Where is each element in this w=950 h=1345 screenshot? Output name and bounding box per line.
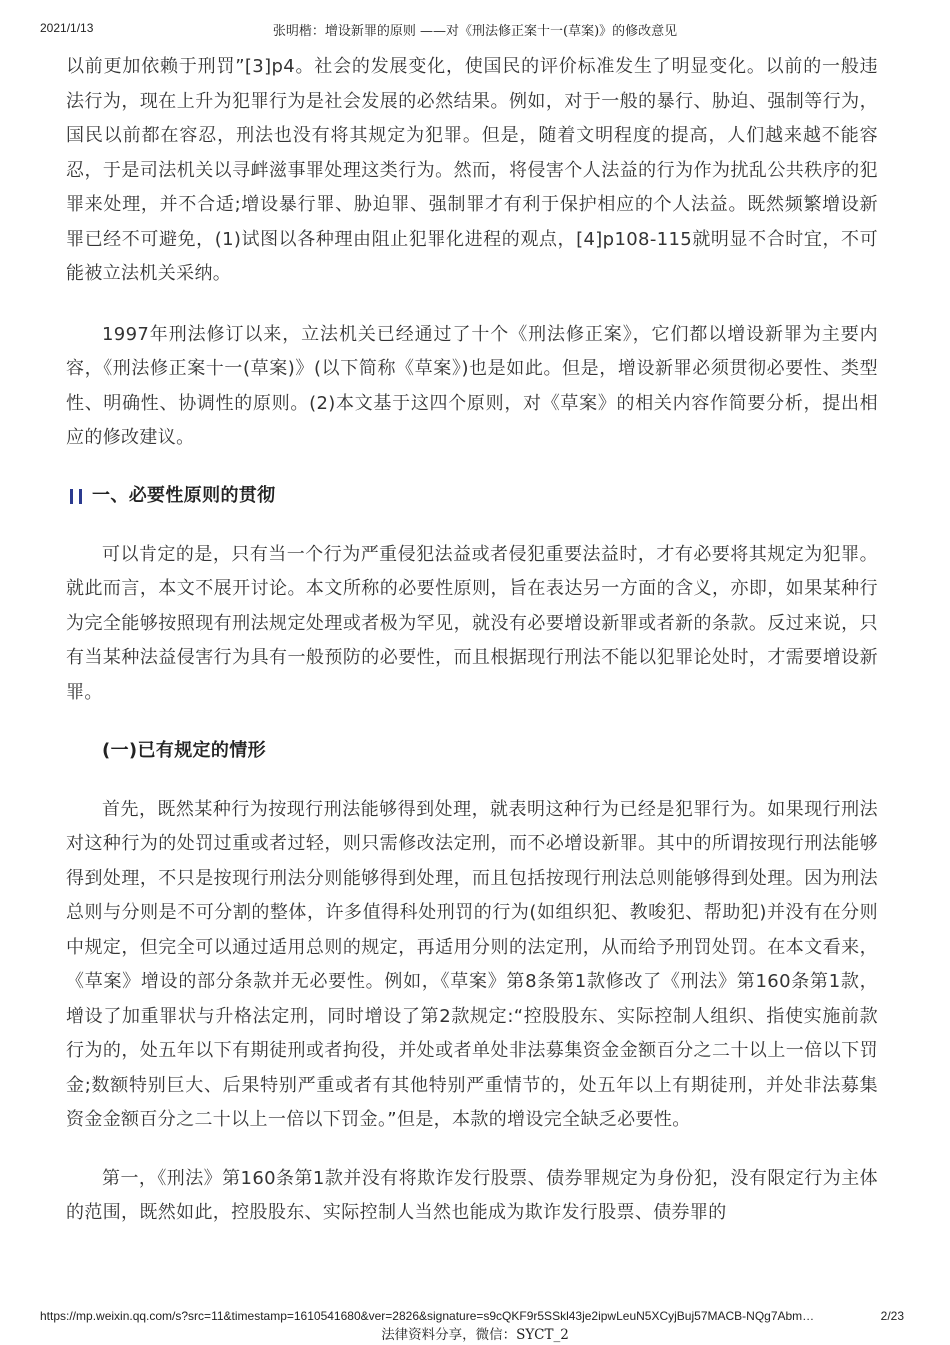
section-heading-text: 一、必要性原则的贯彻 [92, 485, 276, 507]
article-body [66, 50, 878, 1231]
document-title: 张明楷：增设新罪的原则 ——对《刑法修正案十一(草案)》的修改意见 [272, 24, 678, 39]
share-watermark: 法律资料分享，微信：SYCT_2 [381, 1327, 569, 1343]
paragraph-5: 第一，《刑法》第160条第1款并没有将欺诈发行股票、债券罪规定为身份犯，没有限定行为主体的范围，既然如此，控股股东、实际控制人当然也能成为欺诈发行股票、债券罪的 [66, 1167, 878, 1223]
paragraph-1: 以前更加依赖于刑罚”[3]p4。社会的发展变化，使国民的评价标准发生了明显变化。以前的一般违法行为，现在上升为犯罪行为是社会发展的必然结果。例如，对于一般的暴行、胁迫、强制等行为，国民以前都在容忍，刑法也没有将其规定为犯罪。但是，随着文明程度的提高，人们越来越不能容忍，于是司法机关以寻衅滋事罪处理这类行为。然而，将侵害个人法益的行为作为扰乱公共秩序的犯罪来处理，并不合适;增设暴行罪、胁迫罪、强制罪才有利于保护相应的个人法益。既然频繁增设新罪已经不可避免，(1)试图以各种理由阻止犯罪化进程的观点，[4]p108-115就明显不合时宜，不可能被立法机关采纳。 [66, 56, 878, 284]
paragraph-2: 1997年刑法修订以来，立法机关已经通过了十个《刑法修正案》，它们都以增设新罪为主要内容，《刑法修正案十一(草案)》(以下简称《草案》)也是如此。但是，增设新罪必须贯彻必要性、类型性、明确性、协调性的原则。(2)本文基于这四个原则，对《草案》的相关内容作简要分析，提出相应的修改建议。 [66, 323, 878, 448]
section-heading-necessity [66, 480, 878, 514]
page-number: 2/23 [880, 1309, 904, 1323]
subheading-existing-provisions: (一)已有规定的情形 [102, 740, 266, 761]
heading-bar-icon [70, 489, 82, 504]
print-footer [0, 1305, 950, 1345]
source-url[interactable]: https://mp.weixin.qq.com/s?src=11&timestamp=1610541680&ver=2826&signature=s9cQKF9r5SSkl43je2ipwLeuN5XCyjBuj57MACB-NQg7Abm… [40, 1309, 815, 1323]
paragraph-3: 可以肯定的是，只有当一个行为严重侵犯法益或者侵犯重要法益时，才有必要将其规定为犯罪。就此而言，本文不展开讨论。本文所称的必要性原则，旨在表达另一方面的含义，亦即，如果某种行为完全能够按照现有刑法规定处理或者极为罕见，就没有必要增设新罪或者新的条款。反过来说，只有当某种法益侵害行为具有一般预防的必要性，而且根据现行刑法不能以犯罪论处时，才需要增设新罪。 [66, 543, 878, 703]
print-date: 2021/1/13 [40, 21, 94, 35]
print-header [0, 0, 950, 40]
paragraph-4: 首先，既然某种行为按现行刑法能够得到处理，就表明这种行为已经是犯罪行为。如果现行刑法对这种行为的处罚过重或者过轻，则只需修改法定刑，而不必增设新罪。其中的所谓按现行刑法能够得到处理，不只是按现行刑法分则能够得到处理，而且包括按现行刑法总则能够得到处理。因为刑法总则与分则是不可分割的整体，许多值得科处刑罚的行为(如组织犯、教唆犯、帮助犯)并没有在分则中规定，但完全可以通过适用总则的规定，再适用分则的法定刑，从而给予刑罚处罚。在本文看来，《草案》增设的部分条款并无必要性。例如，《草案》第8条第1款修改了《刑法》第160条第1款，增设了加重罪状与升格法定刑，同时增设了第2款规定:“控股股东、实际控制人组织、指使实施前款行为的，处五年以下有期徒刑或者拘役，并处或者单处非法募集资金金额百分之二十以上一倍以下罚金;数额特别巨大、后果特别严重或者有其他特别严重情节的，处五年以上有期徒刑，并处非法募集资金金额百分之二十以上一倍以下罚金。”但是，本款的增设完全缺乏必要性。 [66, 798, 878, 1130]
